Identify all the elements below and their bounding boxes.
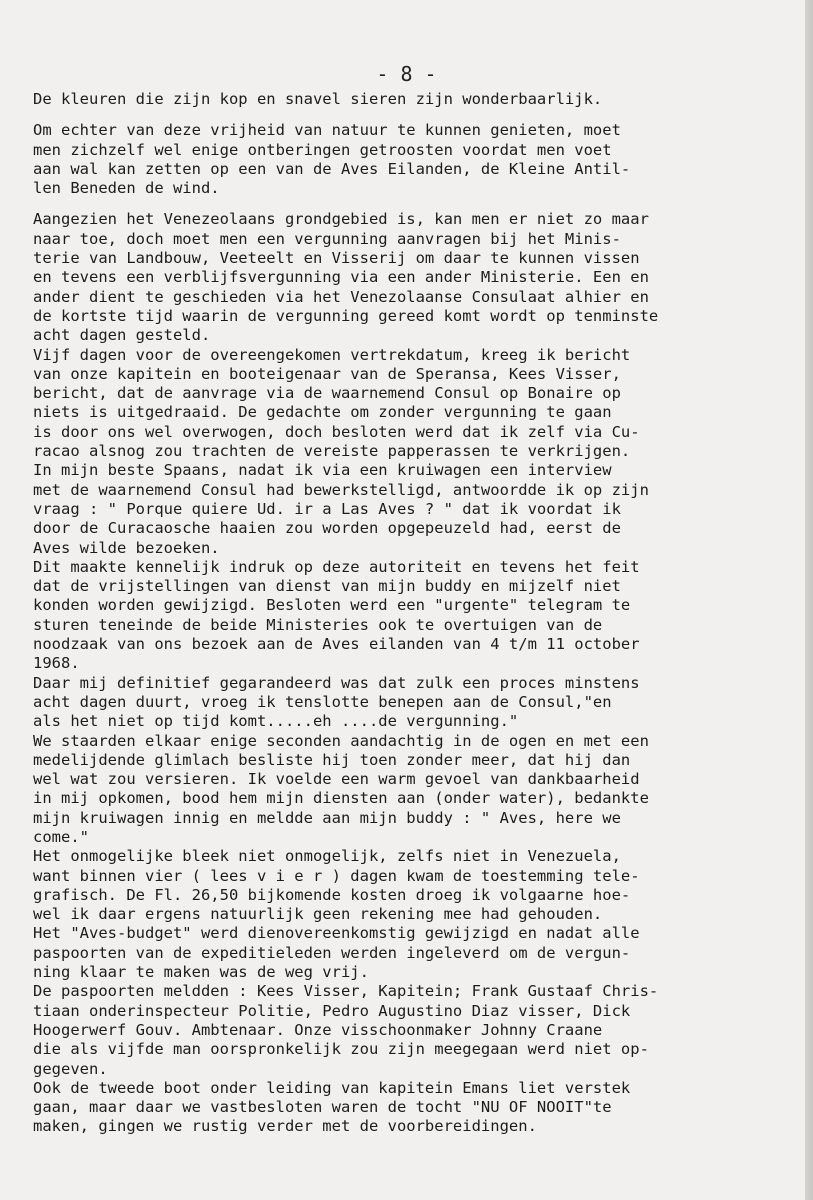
text-line: acht dagen duurt, vroeg ik tenslotte benepen aan de Consul,"en <box>33 692 612 711</box>
text-line: als het niet op tijd komt.....eh ....de vergunning." <box>33 712 519 731</box>
text-line: Aves wilde bezoeken. <box>33 538 220 557</box>
text-line: De kleuren die zijn kop en snavel sieren zijn wonderbaarlijk. <box>33 90 603 108</box>
text-line: vraag : " Porque quiere Ud. ir a Las Aves ? " dat ik voordat ik <box>33 499 621 518</box>
paragraph <box>33 674 773 732</box>
text-line: maken, gingen we rustig verder met de voorbereidingen. <box>33 1117 537 1136</box>
text-line: en tevens een verblijfsvergunning via een ander Ministerie. Een en <box>33 268 649 287</box>
text-line: van onze kapitein en booteigenaar van de Speransa, Kees Visser, <box>33 364 621 383</box>
paragraph <box>33 346 773 558</box>
text-line: met de waarnemend Consul had bewerkstelligd, antwoordde ik op zijn <box>33 480 649 499</box>
text-line: Om echter van deze vrijheid van natuur te kunnen genieten, moet <box>33 121 621 140</box>
text-line: de kortste tijd waarin de vergunning gereed komt wordt op tenminste <box>33 306 659 325</box>
text-line: noodzaak van ons bezoek aan de Aves eilanden van 4 t/m 11 october <box>33 635 640 654</box>
text-line: Ook de tweede boot onder leiding van kapitein Emans liet verstek <box>33 1078 631 1097</box>
paragraph <box>33 982 773 1078</box>
text-line: door de Curacaosche haaien zou worden opgepeuzeld had, eerst de <box>33 519 621 538</box>
paragraph <box>33 558 773 674</box>
text-line: naar toe, doch moet men een vergunning aanvragen bij het Minis- <box>33 229 621 248</box>
text-line: gaan, maar daar we vastbesloten waren de tocht "NU OF NOOIT"te <box>33 1098 612 1117</box>
text-line: terie van Landbouw, Veeteelt en Visserij om daar te kunnen vissen <box>33 249 640 268</box>
text-line: konden worden gewijzigd. Besloten werd een "urgente" telegram te <box>33 596 631 615</box>
text-line: acht dagen gesteld. <box>33 326 211 345</box>
text-line: In mijn beste Spaans, nadat ik via een kruiwagen een interview <box>33 461 612 480</box>
text-line: come." <box>33 827 89 846</box>
text-line: paspoorten van de expeditieleden werden ingeleverd om de vergun- <box>33 943 631 962</box>
text-line: bericht, dat de aanvrage via de waarnemend Consul op Bonaire op <box>33 384 621 403</box>
text-line: mijn kruiwagen innig en meldde aan mijn buddy : " Aves, here we <box>33 808 621 827</box>
text-line: Aangezien het Venezeolaans grondgebied is, kan men er niet zo maar <box>33 210 649 229</box>
paragraph <box>33 210 773 345</box>
text-line: die als vijfde man oorspronkelijk zou zijn meegegaan werd niet op- <box>33 1040 649 1059</box>
text-line: Vijf dagen voor de overeengekomen vertrekdatum, kreeg ik bericht <box>33 345 631 364</box>
text-line: tiaan onderinspecteur Politie, Pedro Augustino Diaz visser, Dick <box>33 1001 631 1020</box>
text-line: wel wat zou versieren. Ik voelde een warm gevoel van dankbaarheid <box>33 770 640 789</box>
text-line: wel ik daar ergens natuurlijk geen rekening mee had gehouden. <box>33 905 603 924</box>
text-line: ander dient te geschieden via het Venezolaanse Consulaat alhier en <box>33 287 649 306</box>
paragraph <box>33 1079 773 1137</box>
text-line: medelijdende glimlach besliste hij toen zonder meer, dat hij dan <box>33 750 631 769</box>
text-line: sturen teneinde de beide Ministeries ook te overtuigen van de <box>33 615 603 634</box>
text-line: Dit maakte kennelijk indruk op deze autoriteit en tevens het feit <box>33 557 640 576</box>
paragraph <box>33 847 773 924</box>
text-line: want binnen vier ( lees v i e r ) dagen kwam de toestemming tele- <box>33 866 640 885</box>
text-line: niets is uitgedraaid. De gedachte om zonder vergunning te gaan <box>33 403 612 422</box>
text-line: ning klaar te maken was de weg vrij. <box>33 963 369 982</box>
text-line: We staarden elkaar enige seconden aandachtig in de ogen en met een <box>33 731 649 750</box>
paragraph <box>33 121 773 198</box>
text-line: racao alsnog zou trachten de vereiste papperassen te verkrijgen. <box>33 442 631 461</box>
text-line: 1968. <box>33 654 80 673</box>
page-edge <box>805 0 813 1200</box>
text-line: Het "Aves-budget" werd dienovereenkomstig gewijzigd en nadat alle <box>33 924 640 943</box>
text-line: Daar mij definitief gegarandeerd was dat zulk een proces minstens <box>33 673 640 692</box>
text-line: Het onmogelijke bleek niet onmogelijk, zelfs niet in Venezuela, <box>33 847 621 866</box>
text-line: len Beneden de wind. <box>33 179 220 198</box>
text-line: aan wal kan zetten op een van de Aves Eilanden, de Kleine Antil- <box>33 159 631 178</box>
text-line: gegeven. <box>33 1059 108 1078</box>
paragraph <box>33 732 773 848</box>
text-line: grafisch. De Fl. 26,50 bijkomende kosten droeg ik volgaarne hoe- <box>33 885 631 904</box>
text-line: Hoogerwerf Gouv. Ambtenaar. Onze visschoonmaker Johnny Craane <box>33 1020 603 1039</box>
page-number: - 8 - <box>376 62 437 86</box>
text-line: men zichzelf wel enige ontberingen getroosten voordat men voet <box>33 140 612 159</box>
paragraph <box>33 90 773 109</box>
text-line: is door ons wel overwogen, doch besloten werd dat ik zelf via Cu- <box>33 422 640 441</box>
text-line: in mij opkomen, bood hem mijn diensten aan (onder water), bedankte <box>33 789 649 808</box>
paragraph <box>33 924 773 982</box>
text-line: De paspoorten meldden : Kees Visser, Kapitein; Frank Gustaaf Chris- <box>33 982 659 1001</box>
body-text <box>33 90 773 1137</box>
text-line: dat de vrijstellingen van dienst van mijn buddy en mijzelf niet <box>33 577 621 596</box>
